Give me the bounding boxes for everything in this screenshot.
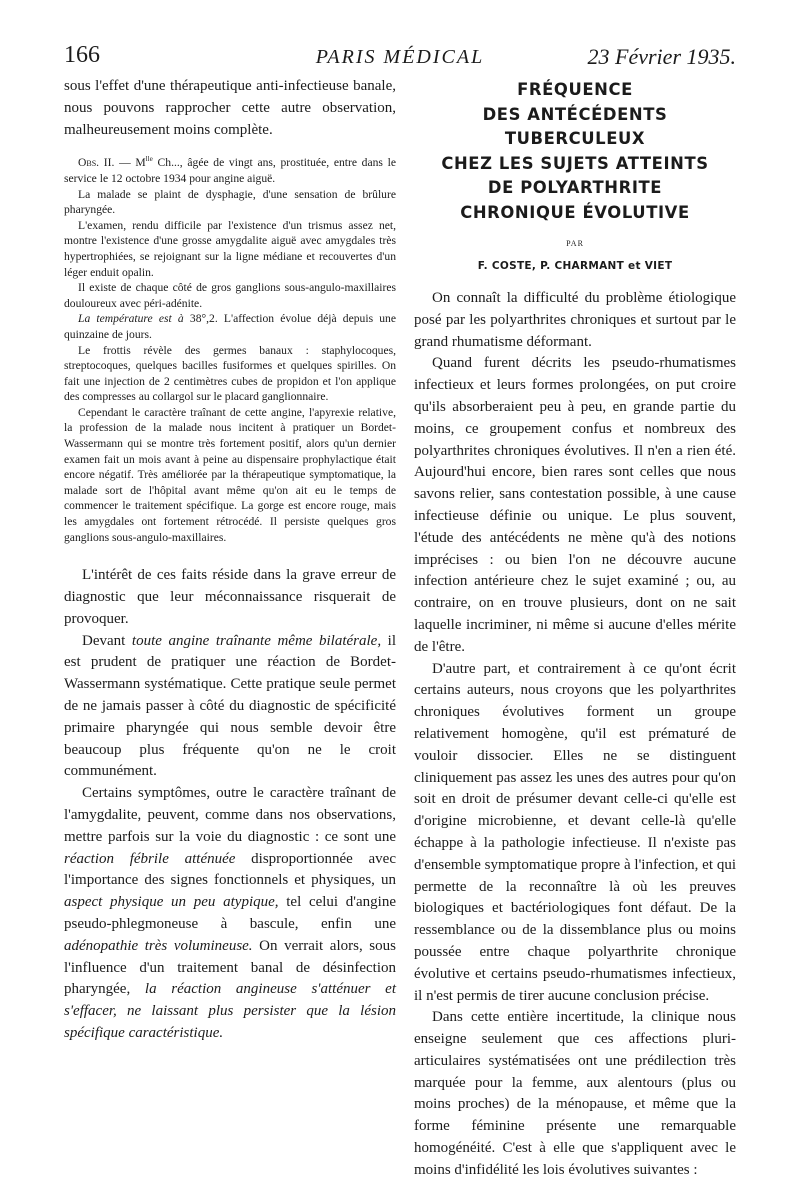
observation-paragraph: La malade se plaint de dysphagie, d'une sensation de brûlure pharyngée.: [64, 187, 396, 217]
byline-par: PAR: [566, 239, 584, 248]
article-title-line: FRÉQUENCE: [517, 80, 633, 99]
page-number: 166: [64, 42, 100, 68]
emphasis: réaction fébrile atténuée: [64, 850, 236, 867]
observation-paragraph: [64, 311, 396, 342]
emphasis: toute angine traînante même bilatérale,: [131, 632, 382, 649]
observation-label: Obs. II.: [78, 156, 115, 170]
conclusion-paragraph: [64, 631, 396, 784]
text-run: Certains symptômes, outre le caractère traînant de l'amygdalite, peuvent, comme dans nos observations, mettre parfois sur la voie du diagnostic : ce sont une: [64, 785, 396, 845]
observation-paragraph: Cependant le caractère traînant de cette angine, l'apyrexie relative, la profession de la malade nous incitent à pratiquer un Bordet-Wassermann qui se montre très fortement positif, alors qu'un dernier examen fait un mois avant à peine au dispensaire prophylactique était encore négatif. Très améliorée par la thérapeutique symptomatique, la malade sort de l'hôpital avant même qu'on ait eu le temps de commencer le traitement spécifique. La gorge est encore rouge, mais les amygdales ont fortement rétrocédé. Il persiste quelques gros ganglions sous-angulo-maxillaires.: [64, 405, 396, 544]
observation-paragraph: Le frottis révèle des germes banaux : staphylocoques, streptocoques, quelques bacilles fusiformes et quelques spirilles. On fait une injection de 2 centimètres cubes de propidon et l'on applique des compresses au collargol sur le placard ganglionnaire.: [64, 343, 396, 404]
observation-heading-text: Ch..., âgée de vingt ans, prostituée, entre dans le service le 12 octobre 1934 pour angine aiguë.: [64, 156, 396, 185]
right-column: [414, 76, 736, 1182]
article-authors: F. COSTE, P. CHARMANT et VIET: [477, 260, 673, 272]
observation-name-sup: lle: [145, 155, 153, 164]
article-paragraph: Quand furent décrits les pseudo-rhumatismes infectieux et leurs formes prolongées, on put croire qu'ils absorberaient peu à peu, en grande partie du moins, ce groupement confus et nombreux des polyarthrites chroniques évolutives. Il n'en a rien été. Aujourd'hui encore, bien rares sont celles que nous savons relier, sans contestation possible, à une cause infectieuse définie ou unique. Le plus souvent, l'étude des antécédents ne mène qu'à des notions imprécises : ou bien l'on ne découvre aucune infection antérieure chez le sujet examiné ; ou, au contraire, on en trouve plusieurs, dont on ne sait laquelle incriminer, ni même si aucune d'elles mérite de l'être.: [414, 355, 736, 655]
emphasis: la réaction angineuse s'atténuer et s'effacer, ne laissant plus persister que la lésion spécifique caractéristique.: [64, 981, 396, 1041]
text-run: il est prudent de pratiquer une réaction de Bordet-Wassermann systématique. Cette pratique seule permet de ne jamais passer à côté du diagnostic de spécificité primaire pharyngée qui nous semble devoir être beaucoup plus fréquente qu'on ne le croit communément.: [64, 632, 396, 780]
emphasis: adénopathie très volumineuse.: [64, 937, 253, 954]
text-run: tel celui d'angine pseudo-phlegmoneuse à bascule, enfin une: [64, 894, 396, 932]
conclusion-paragraph: L'intérêt de ces faits réside dans la grave erreur de diagnostic que leur méconnaissance risquerait de provoquer.: [64, 567, 396, 627]
article-title-line: CHRONIQUE ÉVOLUTIVE: [460, 202, 690, 222]
emphasis: aspect physique un peu atypique,: [64, 894, 279, 911]
observation-paragraph: Il existe de chaque côté de gros ganglions sous-angulo-maxillaires douloureux avec péri-adénite.: [64, 281, 396, 310]
article-title-line: DE POLYARTHRITE: [487, 178, 663, 197]
article-title-line: TUBERCULEUX: [504, 129, 646, 148]
article-title-line: CHEZ LES SUJETS ATTEINTS: [441, 153, 709, 173]
temperature-value: 38°,2.: [189, 312, 218, 326]
observation-block: [64, 155, 396, 545]
observation-paragraph: L'examen, rendu difficile par l'existence d'un trismus assez net, montre l'existence d'une grosse amygdalite aiguë avec amygdales très hypertrophiées, se rejoignant sur la ligne médiane et recouvertes d'un léger enduit opalin.: [64, 218, 396, 279]
conclusion-paragraph: [64, 783, 396, 1045]
article-paragraph: D'autre part, et contrairement à ce qu'ont écrit certains auteurs, nous croyons que les polyarthrites chroniques évolutives forment un groupe relativement homogène, qu'il est prématuré de vouloir dissocier. Elles ne se distinguent cliniquement pas assez les unes des autres pour qu'on soit en droit de présumer devant celle-ci qu'elle est d'origine microbienne, et devant celle-là qu'elle échappe à la pathologie infectieuse. Il n'existe pas d'ensemble symptomatique propre à l'infection, et qui permette de la reconnaître là où les preuves biologiques et bactériologiques font défaut. De la ressemblance ou de la dissemblance plus ou moins poussée entre chaque polyarthrite chronique évolutive et certains pseudo-rhumatismes infectieux, il n'est permis de tirer aucune conclusion précise.: [414, 660, 736, 1004]
observation-text: L'affection évolue déjà depuis une quinzaine de jours.: [64, 312, 396, 341]
text-run: Devant: [82, 632, 132, 649]
left-column: [64, 76, 396, 1045]
observation-name-prefix: M: [135, 156, 146, 170]
text-run: On verrait alors, sous l'influence d'un traitement banal de désinfection pharyngée,: [64, 937, 396, 998]
text-run: disproportionnée avec l'importance des signes fonctionnels et physiques, un: [64, 850, 397, 889]
article-paragraph: Dans cette entière incertitude, la clinique nous enseigne seulement que ces affections pluri-articulaires systématisées ont une prédilection très marquée pour la femme, aux alentours (plus ou moins proches) de la ménopause, et même que la forme féminine présente une remarquable homogénéité. C'est à elle que s'appliquent avec le moins d'infidélité les lois évolutives suivantes :: [414, 1009, 736, 1178]
observation-heading: Obs. II. — $M^{lle}$ Ch..., âgée de vingt ans, prostituée, entre dans le service le 12 octobre 1934 pour angine aiguë.: [64, 155, 396, 185]
article-paragraph: On connaît la difficulté du problème étiologique posé par les polyarthrites chroniques et surtout par le grand rhumatisme déformant.: [414, 290, 736, 350]
intro-paragraph: sous l'effet d'une thérapeutique anti-infectieuse banale, nous pouvons rapprocher cette autre observation, malheureusement moins complète.: [64, 78, 396, 138]
temperature-label: La température est à: [78, 312, 184, 326]
article-title: [414, 79, 736, 223]
journal-title: PARIS MÉDICAL: [315, 46, 485, 68]
issue-date: 23 Février 1935.: [587, 44, 736, 69]
article-title-line: DES ANTÉCÉDENTS: [482, 104, 668, 124]
